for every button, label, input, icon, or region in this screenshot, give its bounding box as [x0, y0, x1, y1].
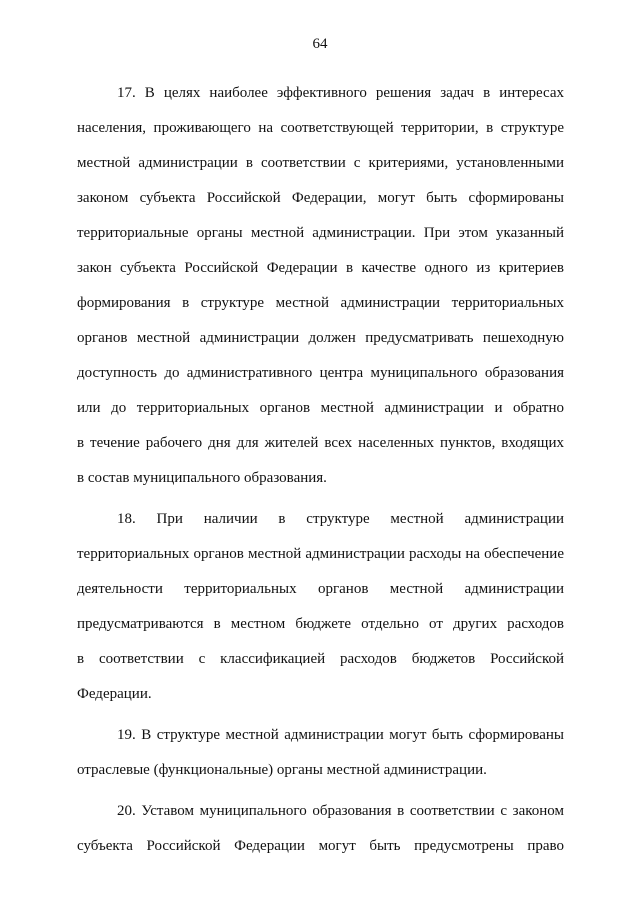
page-number: 64 — [312, 36, 328, 52]
text-line: закон субъекта Российской Федерации в качестве одного из критериев — [77, 260, 564, 276]
text-line: территориальных органов местной администрации расходы на обеспечение — [77, 546, 564, 562]
text-line: законом субъекта Российской Федерации, могут быть сформированы — [77, 190, 564, 206]
document-body — [77, 76, 564, 870]
text-line: формирования в структуре местной администрации территориальных — [77, 295, 564, 311]
text-line: деятельности территориальных органов местной администрации — [77, 581, 564, 597]
text-line: органов местной администрации должен предусматривать пешеходную — [77, 330, 564, 346]
paragraph-17 — [77, 76, 564, 496]
text-line: 20. Уставом муниципального образования в соответствии с законом — [117, 803, 564, 819]
text-line: предусматриваются в местном бюджете отдельно от других расходов — [77, 616, 564, 632]
text-line: территориальные органы местной администрации. При этом указанный — [77, 225, 564, 241]
text-line: доступность до административного центра муниципального образования — [77, 365, 564, 381]
text-line: в соответствии с классификацией расходов бюджетов Российской — [77, 651, 564, 667]
text-line: отраслевые (функциональные) органы местной администрации. — [77, 762, 487, 778]
paragraph-20 — [77, 794, 564, 864]
text-line: в течение рабочего дня для жителей всех населенных пунктов, входящих — [77, 435, 564, 451]
text-line: 19. В структуре местной администрации могут быть сформированы — [117, 727, 564, 743]
paragraph-19 — [77, 718, 564, 788]
paragraph-18 — [77, 502, 564, 712]
text-line: 17. В целях наиболее эффективного решения задач в интересах — [117, 85, 564, 101]
text-line: в состав муниципального образования. — [77, 470, 327, 486]
text-line: местной администрации в соответствии с критериями, установленными — [77, 155, 564, 171]
text-line: Федерации. — [77, 686, 152, 702]
text-line: или до территориальных органов местной администрации и обратно — [77, 400, 564, 416]
text-line: 18. При наличии в структуре местной администрации — [117, 511, 564, 527]
text-line: населения, проживающего на соответствующей территории, в структуре — [77, 120, 564, 136]
text-line: субъекта Российской Федерации могут быть предусмотрены право — [77, 838, 564, 854]
